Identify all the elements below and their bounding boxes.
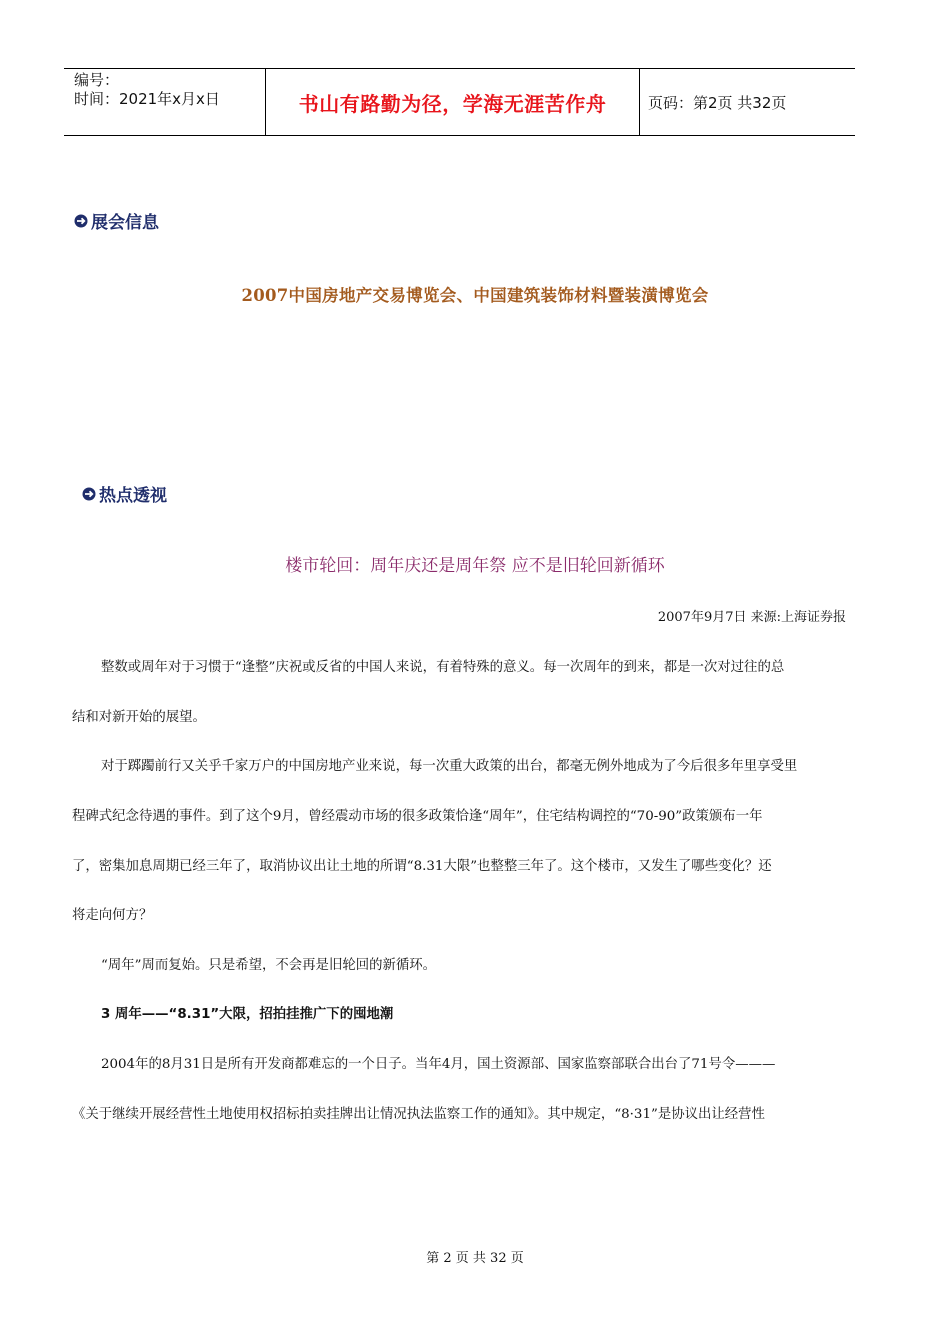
page-header — [64, 68, 855, 136]
paragraph-1-line-2: 结和对新开始的展望。 — [72, 710, 206, 725]
section-exhibition-label: 展会信息 — [91, 213, 159, 233]
paragraph-2-line-2: 程碑式纪念待遇的事件。到了这个9月，曾经震动市场的很多政策恰逢“周年”，住宅结构调控的“70-90”政策颁布一年 — [72, 809, 763, 824]
number-label: 编号： — [74, 71, 120, 89]
paragraph-4-line-2: 《关于继续开展经营性土地使用权招标拍卖挂牌出让情况执法监察工作的通知》。其中规定，“8·31”是协议出让经营性 — [72, 1107, 765, 1122]
header-motto: 书山有路勤为径，学海无涯苦作舟 — [266, 69, 640, 135]
arrow-circle-icon — [82, 487, 96, 501]
paragraph-3: “周年”周而复始。只是希望，不会再是旧轮回的新循环。 — [101, 958, 437, 973]
paragraph-2-line-3: 了，密集加息周期已经三年了，取消协议出让土地的所谓“8.31大限”也整整三年了。这个楼市，又发生了哪些变化？还 — [72, 859, 772, 874]
header-meta-cell — [64, 69, 266, 135]
section-hot-topics-label: 热点透视 — [99, 486, 167, 506]
article-title: 楼市轮回：周年庆还是周年祭 应不是旧轮回新循环 — [285, 556, 665, 576]
paragraph-2-line-4: 将走向何方？ — [72, 908, 153, 923]
header-page-number: 页码：第2页 共32页 — [648, 93, 787, 112]
section-exhibition — [74, 208, 159, 233]
page-footer: 第 2 页 共 32 页 — [426, 1251, 524, 1266]
arrow-circle-icon — [74, 214, 88, 228]
article-dateline: 2007年9月7日 来源:上海证券报 — [657, 610, 846, 625]
paragraph-1-line-1: 整数或周年对于习惯于“逢整”庆祝或反省的中国人来说，有着特殊的意义。每一次周年的到来，都是一次对过往的总 — [101, 660, 785, 675]
article-subheading: 3 周年——“8.31”大限，招拍挂推广下的囤地潮 — [101, 1007, 394, 1022]
time-label: 时间：2021年x月x日 — [74, 90, 220, 108]
section-hot-topics — [82, 481, 167, 506]
paragraph-4-line-1: 2004年的8月31日是所有开发商都难忘的一个日子。当年4月，国土资源部、国家监察部联合出台了71号令——— — [101, 1057, 776, 1072]
paragraph-2-line-1: 对于踯躅前行又关乎千家万户的中国房地产业来说，每一次重大政策的出台，都毫无例外地成为了今后很多年里享受里 — [101, 759, 798, 774]
exhibition-title: 2007中国房地产交易博览会、中国建筑装饰材料暨装潢博览会 — [241, 286, 709, 305]
